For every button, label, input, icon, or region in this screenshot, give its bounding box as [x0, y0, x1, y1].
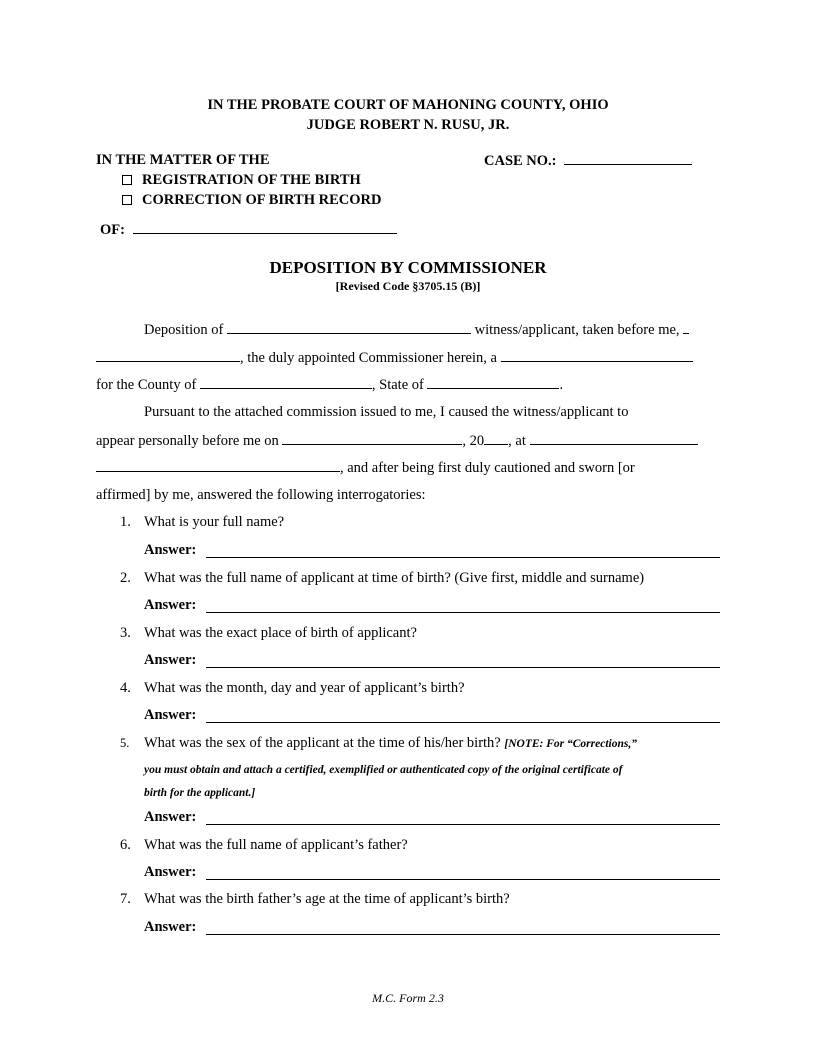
- registration-checkbox[interactable]: [122, 175, 132, 185]
- note-line-2: you must obtain and attach a certified, exemplified or authenticated copy of the original certificate of: [144, 764, 623, 776]
- commissioner-name-field-start[interactable]: [683, 321, 689, 334]
- question-7-text: What was the birth father’s age at the time of applicant’s birth?: [144, 891, 510, 907]
- matter-label: IN THE MATTER OF THE: [96, 152, 270, 168]
- correction-option[interactable]: [122, 192, 381, 209]
- question-4-text: What was the month, day and year of applicant’s birth?: [144, 680, 465, 696]
- intro-state-label: , State of: [371, 377, 424, 393]
- intro-line-1: [144, 321, 689, 339]
- case-number-label: CASE NO.:: [484, 153, 557, 169]
- question-3-number: 3.: [120, 625, 131, 641]
- question-5-text: [144, 735, 637, 752]
- intro-county-label: for the County of: [96, 377, 197, 393]
- answer-3-field[interactable]: [206, 667, 720, 668]
- judge-name: JUDGE ROBERT N. RUSU, JR.: [306, 117, 510, 133]
- correction-option-label: CORRECTION OF BIRTH RECORD: [142, 192, 382, 208]
- of-field[interactable]: [133, 221, 397, 234]
- answer-5-label: Answer:: [144, 809, 197, 825]
- answer-1-field[interactable]: [206, 557, 720, 558]
- intro-line-3: [96, 376, 563, 394]
- registration-option-label: REGISTRATION OF THE BIRTH: [142, 172, 361, 188]
- appear-text: appear personally before me on: [96, 433, 279, 449]
- note-line-3: birth for the applicant.]: [144, 787, 256, 799]
- answer-2-label: Answer:: [144, 597, 197, 613]
- year-prefix: , 20: [462, 433, 485, 449]
- document-title: DEPOSITION BY COMMISSIONER: [269, 258, 547, 277]
- question-2-text: What was the full name of applicant at time of birth? (Give first, middle and surname): [144, 570, 645, 586]
- question-1-text: What is your full name?: [144, 514, 285, 530]
- question-2-number: 2.: [120, 570, 131, 586]
- pursuant-line-1: Pursuant to the attached commission issued to me, I caused the witness/applicant to: [144, 404, 629, 420]
- question-6-text: What was the full name of applicant’s father?: [144, 837, 408, 853]
- question-6-number: 6.: [120, 837, 131, 853]
- question-4-number: 4.: [120, 680, 131, 696]
- form-number-footer: M.C. Form 2.3: [372, 991, 444, 1005]
- intro-deposition-of: Deposition of: [144, 322, 224, 338]
- answer-6-label: Answer:: [144, 864, 197, 880]
- intro-witness-text: witness/applicant, taken before me,: [474, 322, 680, 338]
- answer-2-field[interactable]: [206, 612, 720, 613]
- intro-period: .: [559, 377, 564, 393]
- question-1-number: 1.: [120, 514, 131, 530]
- sworn-text: , and after being first duly cautioned and sworn [or: [340, 460, 635, 476]
- answer-6-field[interactable]: [206, 879, 720, 880]
- answer-7-label: Answer:: [144, 919, 197, 935]
- appearance-date-field[interactable]: [282, 432, 462, 445]
- commissioner-name-field[interactable]: [96, 349, 240, 362]
- pursuant-line-4: affirmed] by me, answered the following interrogatories:: [96, 487, 426, 503]
- location-field[interactable]: [530, 432, 698, 445]
- county-field[interactable]: [200, 376, 372, 389]
- deponent-name-field[interactable]: [227, 321, 471, 334]
- location-field-continued[interactable]: [96, 459, 340, 472]
- correction-checkbox[interactable]: [122, 195, 132, 205]
- pursuant-line-2: [96, 432, 698, 450]
- intro-line-2: [96, 349, 693, 367]
- court-name: IN THE PROBATE COURT OF MAHONING COUNTY, OHIO: [207, 97, 609, 113]
- question-5-number: 5.: [120, 736, 130, 750]
- pursuant-line-3: [96, 459, 635, 477]
- intro-commissioner-text: , the duly appointed Commissioner herein, a: [240, 350, 497, 366]
- question-3-text: What was the exact place of birth of applicant?: [144, 625, 417, 641]
- case-number-field[interactable]: [564, 152, 692, 165]
- registration-option[interactable]: [122, 172, 361, 189]
- answer-3-label: Answer:: [144, 652, 197, 668]
- question-5-text-main: What was the sex of the applicant at the time of his/her birth?: [144, 735, 501, 751]
- answer-5-field[interactable]: [206, 824, 720, 825]
- answer-4-field[interactable]: [206, 722, 720, 723]
- commissioner-title-field[interactable]: [501, 349, 693, 362]
- question-7-number: 7.: [120, 891, 131, 907]
- answer-1-label: Answer:: [144, 542, 197, 558]
- note-line-1: [NOTE: For “Corrections,”: [504, 738, 637, 750]
- state-field[interactable]: [427, 376, 559, 389]
- answer-7-field[interactable]: [206, 934, 720, 935]
- answer-4-label: Answer:: [144, 707, 197, 723]
- revised-code-reference: [Revised Code §3705.15 (B)]: [335, 279, 481, 293]
- year-field[interactable]: [484, 432, 508, 445]
- case-number: [484, 152, 692, 170]
- of-label: OF:: [100, 222, 125, 238]
- of-line: [100, 221, 397, 239]
- at-text: , at: [508, 433, 526, 449]
